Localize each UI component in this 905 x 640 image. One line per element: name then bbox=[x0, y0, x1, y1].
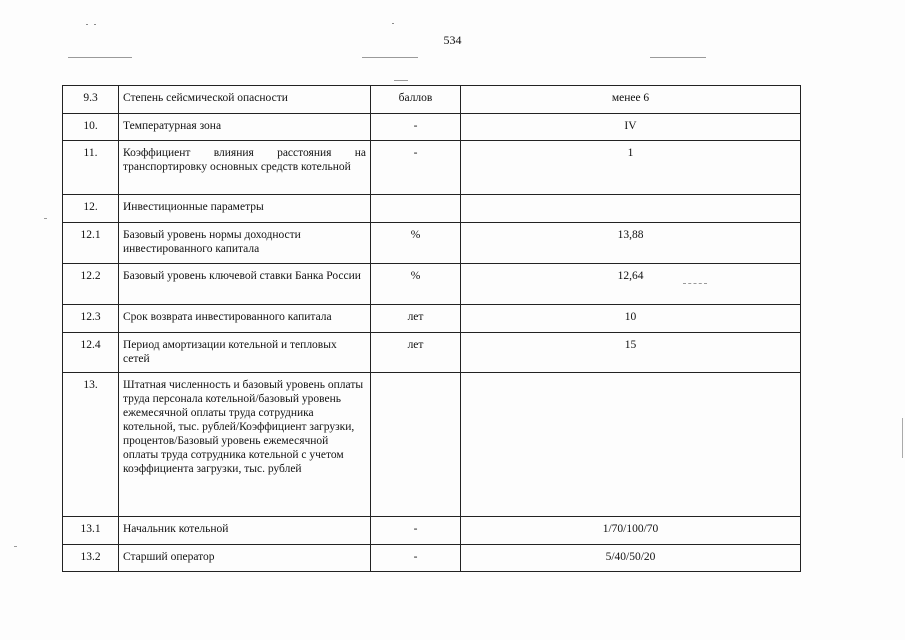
unit-cell: лет bbox=[371, 333, 461, 373]
value-cell: 1 bbox=[461, 141, 801, 195]
unit-cell: - bbox=[371, 114, 461, 141]
table-row bbox=[63, 373, 801, 517]
unit-cell: лет bbox=[371, 305, 461, 333]
value-cell: 13,88 bbox=[461, 223, 801, 264]
row-number: 12.1 bbox=[63, 223, 119, 264]
table-row bbox=[63, 517, 801, 545]
value-cell: 1/70/100/70 bbox=[461, 517, 801, 545]
unit-cell: - bbox=[371, 545, 461, 572]
row-number: 12. bbox=[63, 195, 119, 223]
unit-cell: - bbox=[371, 517, 461, 545]
table-row bbox=[63, 114, 801, 141]
row-number: 13. bbox=[63, 373, 119, 517]
table-row bbox=[63, 333, 801, 373]
scan-artifact bbox=[392, 23, 394, 24]
row-number: 13.1 bbox=[63, 517, 119, 545]
table-row bbox=[63, 141, 801, 195]
unit-cell: % bbox=[371, 264, 461, 305]
value-cell: 12,64 bbox=[461, 264, 801, 305]
row-number: 12.4 bbox=[63, 333, 119, 373]
scan-artifact bbox=[68, 57, 132, 58]
unit-cell: - bbox=[371, 141, 461, 195]
unit-cell bbox=[371, 373, 461, 517]
scan-artifact bbox=[86, 24, 88, 25]
row-number: 9.3 bbox=[63, 86, 119, 114]
scan-artifact bbox=[394, 80, 408, 81]
unit-cell: % bbox=[371, 223, 461, 264]
row-number: 12.2 bbox=[63, 264, 119, 305]
row-number: 13.2 bbox=[63, 545, 119, 572]
parameter-name: Период амортизации котельной и тепловых сетей bbox=[119, 333, 371, 373]
row-number: 11. bbox=[63, 141, 119, 195]
parameter-name: Старший оператор bbox=[119, 545, 371, 572]
table-row bbox=[63, 86, 801, 114]
table-row bbox=[63, 545, 801, 572]
table-row bbox=[63, 264, 801, 305]
scan-artifact bbox=[14, 546, 17, 547]
parameter-name: Начальник котельной bbox=[119, 517, 371, 545]
row-number: 10. bbox=[63, 114, 119, 141]
parameter-name: Срок возврата инвестированного капитала bbox=[119, 305, 371, 333]
scan-artifact bbox=[362, 57, 418, 58]
value-cell bbox=[461, 195, 801, 223]
parameter-name: Штатная численность и базовый уровень оплаты труда персонала котельной/базовый уровень ежемесячной оплаты труда сотрудника котельной, тыс. рублей/Коэффициент загрузки, процентов/Базовый уровень ежемесячной оплаты труда сотрудника котельной с учетом коэффициента загрузки, тыс. рублей bbox=[119, 373, 371, 517]
table-row bbox=[63, 195, 801, 223]
parameter-name: Температурная зона bbox=[119, 114, 371, 141]
value-cell: 15 bbox=[461, 333, 801, 373]
value-cell: IV bbox=[461, 114, 801, 141]
unit-cell bbox=[371, 195, 461, 223]
row-number: 12.3 bbox=[63, 305, 119, 333]
table-row bbox=[63, 223, 801, 264]
parameter-name: Базовый уровень ключевой ставки Банка России bbox=[119, 264, 371, 305]
unit-cell: баллов bbox=[371, 86, 461, 114]
parameter-name: Степень сейсмической опасности bbox=[119, 86, 371, 114]
value-cell bbox=[461, 373, 801, 517]
page-number: 534 bbox=[443, 33, 462, 47]
parameter-name: Инвестиционные параметры bbox=[119, 195, 371, 223]
value-cell: менее 6 bbox=[461, 86, 801, 114]
value-cell: 10 bbox=[461, 305, 801, 333]
parameters-table bbox=[62, 85, 801, 572]
scan-artifact bbox=[94, 24, 96, 25]
scan-artifact bbox=[650, 57, 706, 58]
scan-artifact bbox=[44, 218, 47, 219]
table-row bbox=[63, 305, 801, 333]
parameter-name: Базовый уровень нормы доходности инвестированного капитала bbox=[119, 223, 371, 264]
parameter-name: Коэффициент влияния расстояния на транспортировку основных средств котельной bbox=[119, 141, 371, 195]
value-cell: 5/40/50/20 bbox=[461, 545, 801, 572]
